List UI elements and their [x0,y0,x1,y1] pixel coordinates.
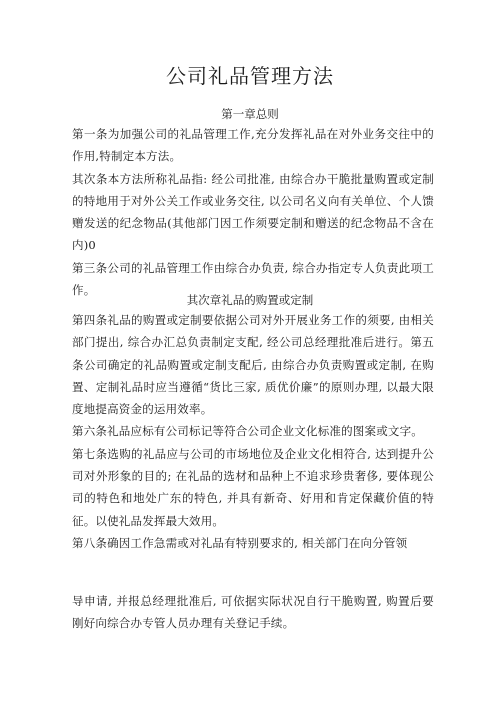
document-title: 公司礼品管理方法 [166,64,334,88]
article-1: 第一条为加强公司的礼品管理工作,充分发挥礼品在对外业务交往中的作用,特制定本方法。 [72,127,434,164]
article-4-5: 第四条礼品的购置或定制要依据公司对外开展业务工作的须要, 由相关部门提出, 综合办汇总负责制定支配, 经公司总经理批准后进行。第五条公司确定的礼品购置或定制支配后, 由综合办负责购置或定制, 在购置、定制礼品时应当遵循“货比三家, 质优价廉”的原则办理, 以最大限度地提高资金的运用效率。 [72,313,434,417]
chapter-2-body [72,309,434,554]
article-7: 第七条选购的礼品应与公司的市场地位及企业文化相符合, 达到提升公司对外形象的目的; 在礼品的选材和品种上不追求珍贵奢侈, 要体现公司的特色和地处广东的特色, 并具有新奇、好用和肯定保藏价值的特征。以使礼品发挥最大效用。 [72,446,434,528]
chapter-2-body-continued [72,590,434,635]
article-3: 第三条公司的礼品管理工作由综合办负责, 综合办指定专人负责此项工作。 [72,260,434,298]
article-8-continued: 导申请, 并报总经理批准后, 可依据实际状况自行干脆购置, 购置后要刚好向综合办专管人员办理有关登记手续。 [72,594,434,631]
chapter-1-heading: 第一章总则 [221,107,279,121]
article-8: 第八条确因工作急需或对礼品有特别要求的, 相关部门在向分管领 [72,535,408,550]
article-6: 第六条礼品应标有公司标记等符合公司企业文化标准的图案或文字。 [72,424,423,439]
chapter-2-heading: 其次章礼品的购置或定制 [186,293,314,307]
article-2: 其次条本方法所称礼品指: 经公司批准, 由综合办干脆批量购置或定制的特地用于对外公关工作或业务交往, 以公司名义向有关单位、个人馈赠发送的纪念物品(其他部门因工作须要定制和赠送的纪念物品不含在内)0 [72,171,434,253]
chapter-1-body [72,123,434,301]
